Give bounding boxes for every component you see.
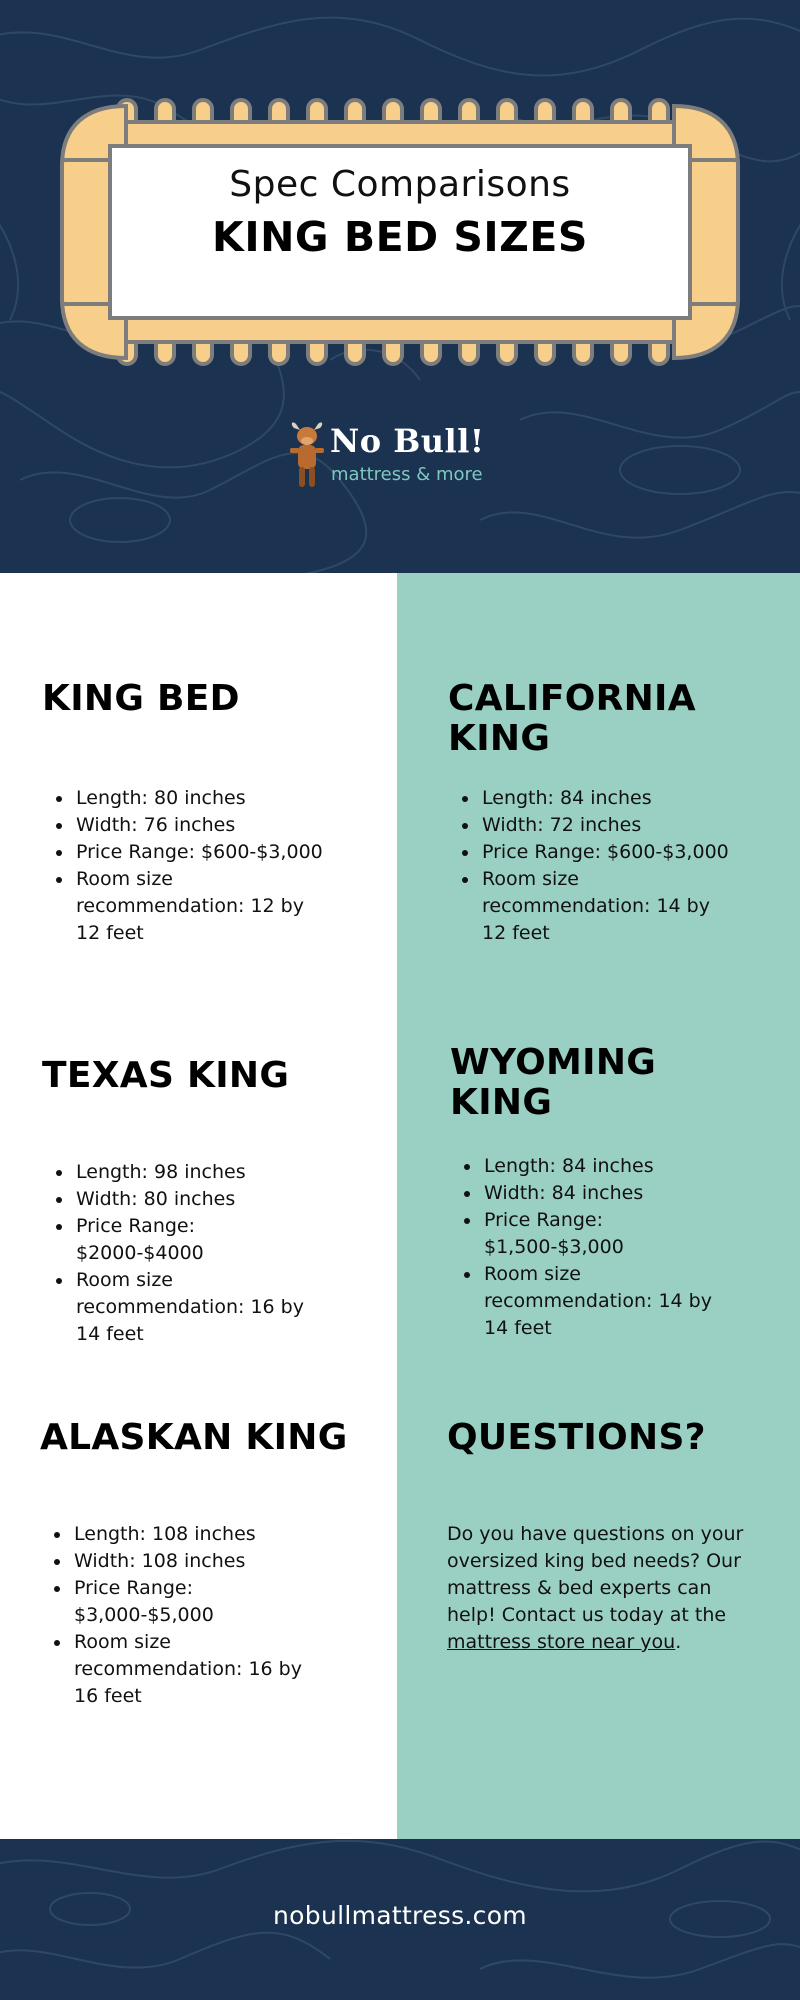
list-item: Width: 72 inches (482, 812, 782, 839)
list-item: Room size recommendation: 14 by 14 feet (484, 1261, 734, 1342)
spec-list (448, 785, 782, 947)
list-item: Width: 108 inches (74, 1548, 364, 1575)
store-locator-link[interactable]: mattress store near you (447, 1631, 676, 1653)
list-item: Length: 84 inches (482, 785, 782, 812)
list-item: Price Range: $1,500-$3,000 (484, 1207, 674, 1261)
spec-list (42, 785, 376, 947)
list-item: Length: 84 inches (484, 1153, 774, 1180)
list-item: Price Range: $600-$3,000 (482, 839, 782, 866)
section-heading: KING BED (42, 678, 240, 719)
left-column (0, 573, 397, 1839)
wyoming-king-section (450, 1042, 712, 1339)
questions-paragraph (447, 1521, 747, 1656)
page-title: KING BED SIZES (212, 213, 588, 261)
spec-list (42, 1159, 366, 1348)
texas-king-section (42, 1055, 382, 1345)
comparison-grid (0, 573, 800, 1839)
list-item: Price Range: $3,000-$5,000 (74, 1575, 254, 1629)
list-item: Price Range: $2000-$4000 (76, 1213, 256, 1267)
spec-list (450, 1153, 774, 1342)
header-banner (0, 0, 800, 573)
title-card (112, 150, 688, 314)
brand-tagline: mattress & more (331, 464, 483, 485)
list-item: Price Range: $600-$3,000 (76, 839, 376, 866)
list-item: Room size recommendation: 12 by 12 feet (76, 866, 321, 947)
brand-logo[interactable] (286, 420, 526, 492)
website-link[interactable]: nobullmattress.com (273, 1901, 527, 1930)
page-subtitle: Spec Comparisons (229, 164, 571, 205)
list-item: Length: 108 inches (74, 1521, 364, 1548)
section-heading: TEXAS KING (42, 1055, 290, 1096)
brand-name: No Bull! (330, 422, 485, 460)
section-heading: WYOMING KING (450, 1042, 657, 1123)
footer-banner (0, 1839, 800, 2000)
questions-text: Do you have questions on your oversized king bed needs? Our mattress & bed experts can help! Contact us today at the (447, 1523, 744, 1626)
alaskan-king-section (40, 1417, 380, 1707)
list-item: Room size recommendation: 16 by 14 feet (76, 1267, 326, 1348)
section-heading: QUESTIONS? (447, 1417, 706, 1458)
list-item: Width: 76 inches (76, 812, 376, 839)
list-item: Width: 84 inches (484, 1180, 774, 1207)
questions-section (447, 1417, 767, 1653)
spec-list (40, 1521, 364, 1710)
section-heading: CALIFORNIA KING (448, 678, 696, 759)
questions-text-end: . (675, 1631, 682, 1653)
list-item: Width: 80 inches (76, 1186, 366, 1213)
bull-mascot-icon (286, 420, 328, 492)
right-column (397, 573, 800, 1839)
list-item: Room size recommendation: 14 by 12 feet (482, 866, 727, 947)
section-heading: ALASKAN KING (40, 1417, 348, 1458)
list-item: Length: 98 inches (76, 1159, 366, 1186)
king-bed-section (42, 678, 382, 944)
california-king-section (448, 678, 729, 944)
list-item: Length: 80 inches (76, 785, 376, 812)
list-item: Room size recommendation: 16 by 16 feet (74, 1629, 324, 1710)
